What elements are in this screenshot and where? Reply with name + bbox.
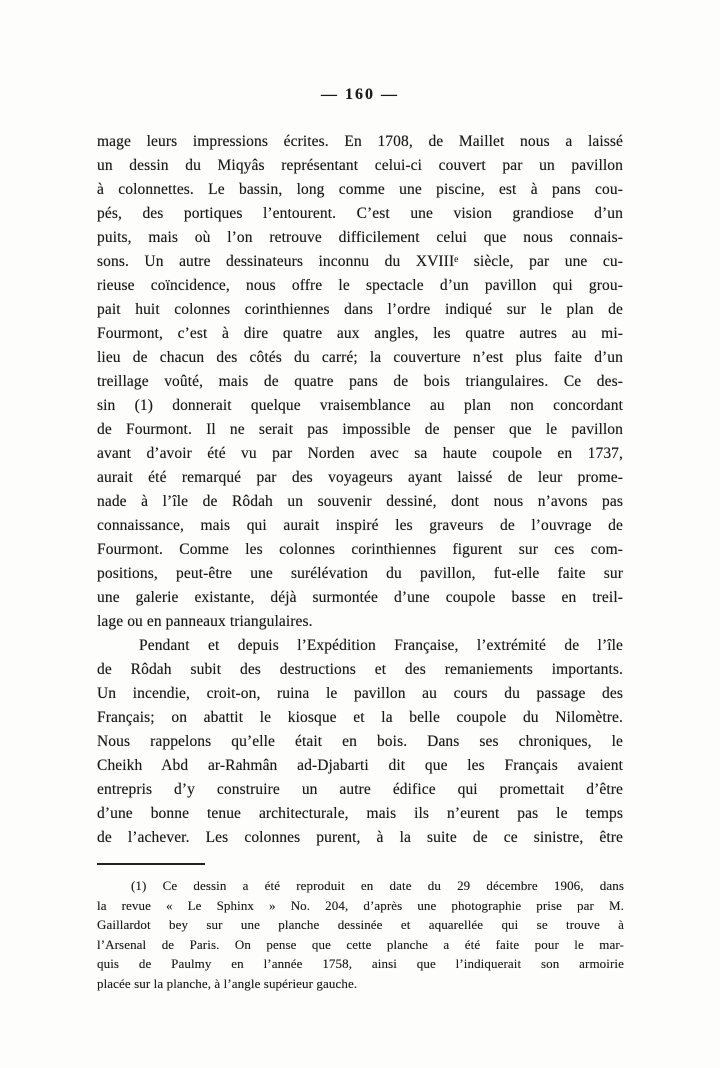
text-line: (1) Ce dessin a été reproduit en date du 29 décembre 1906, dans <box>131 878 624 893</box>
text-line: nade à l’île de Rôdah un souvenir dessiné, dont nous n’avons pas <box>97 493 623 510</box>
text-line: à colonnettes. Le bassin, long comme une piscine, est à pans cou- <box>97 181 623 198</box>
text-line: pait huit colonnes corinthiennes dans l’ordre indiqué sur le plan de <box>97 301 623 318</box>
text-line: Français; on abattit le kiosque et la belle coupole du Nilomètre. <box>97 709 623 726</box>
text-line: puits, mais où l’on retrouve difficilement celui que nous connais- <box>97 229 623 246</box>
text-line: Nous rappelons qu’elle était en bois. Dans ses chroniques, le <box>97 733 623 750</box>
text-line: placée sur la planche, à l’angle supérieur gauche. <box>97 975 358 991</box>
text-line: avant d’avoir été vu par Norden avec sa haute coupole en 1737, <box>97 445 623 462</box>
text-line: la revue « Le Sphinx » No. 204, d’après une photographie prise par M. <box>97 897 624 913</box>
text-line: de l’achever. Les colonnes purent, à la suite de ce sinistre, être <box>97 829 623 846</box>
text-line: pés, des portiques l’entourent. C’est une vision grandiose d’un <box>97 205 623 222</box>
text-line: sin (1) donnerait quelque vraisemblance au plan non concordant <box>97 397 623 414</box>
text-line: d’une bonne tenue architecturale, mais ils n’eurent pas le temps <box>97 805 623 822</box>
text-line: de Fourmont. Il ne serait pas impossible de penser que le pavillon <box>97 421 623 438</box>
footnote <box>97 876 624 993</box>
text-line: un dessin du Miqyâs représentant celui-ci couvert par un pavillon <box>97 157 623 174</box>
text-line: l’Arsenal de Paris. On pense que cette planche a été faite pour le mar- <box>97 936 624 952</box>
text-line: lage ou en panneaux triangulaires. <box>97 613 313 630</box>
text-line: entrepris d’y construire un autre édifice qui promettait d’être <box>97 781 623 798</box>
page-number: — 160 — <box>321 86 399 103</box>
text-line: Gaillardot bey sur une planche dessinée et aquarellée qui se trouve à <box>97 917 624 932</box>
text-line: Cheikh Abd ar-Rahmân ad-Djabarti dit que les Français avaient <box>97 757 623 774</box>
text-line: sons. Un autre dessinateurs inconnu du XVIIIᵉ siècle, par une cu- <box>97 253 623 270</box>
text-line: Fourmont. Comme les colonnes corinthiennes figurent sur ces com- <box>97 541 623 558</box>
text-line: Pendant et depuis l’Expédition Française, l’extrémité de l’île <box>139 637 623 654</box>
text-line: quis de Paulmy en l’année 1758, ainsi que l’indiquerait son armoirie <box>97 956 624 971</box>
text-line: connaissance, mais qui aurait inspiré les graveurs de l’ouvrage de <box>97 517 623 534</box>
text-line: une galerie existante, déjà surmontée d’une coupole basse en treil- <box>97 589 623 606</box>
text-line: de Rôdah subit des destructions et des remaniements importants. <box>97 661 623 678</box>
text-line: mage leurs impressions écrites. En 1708, de Maillet nous a laissé <box>97 133 623 150</box>
text-line: Un incendie, croit-on, ruina le pavillon au cours du passage des <box>97 685 623 702</box>
text-line: treillage voûté, mais de quatre pans de bois triangulaires. Ce des- <box>97 373 623 390</box>
body-text <box>97 130 623 850</box>
text-line: Fourmont, c’est à dire quatre aux angles, les quatre autres au mi- <box>97 325 623 342</box>
footnote-separator <box>97 863 205 865</box>
text-line: lieu de chacun des côtés du carré; la couverture n’est plus faite d’un <box>97 349 623 366</box>
text-line: rieuse coïncidence, nous offre le spectacle d’un pavillon qui grou- <box>97 277 623 294</box>
text-line: positions, peut-être une surélévation du pavillon, fut-elle faite sur <box>97 565 623 582</box>
text-line: aurait été remarqué par des voyageurs ayant laissé de leur prome- <box>97 469 623 486</box>
